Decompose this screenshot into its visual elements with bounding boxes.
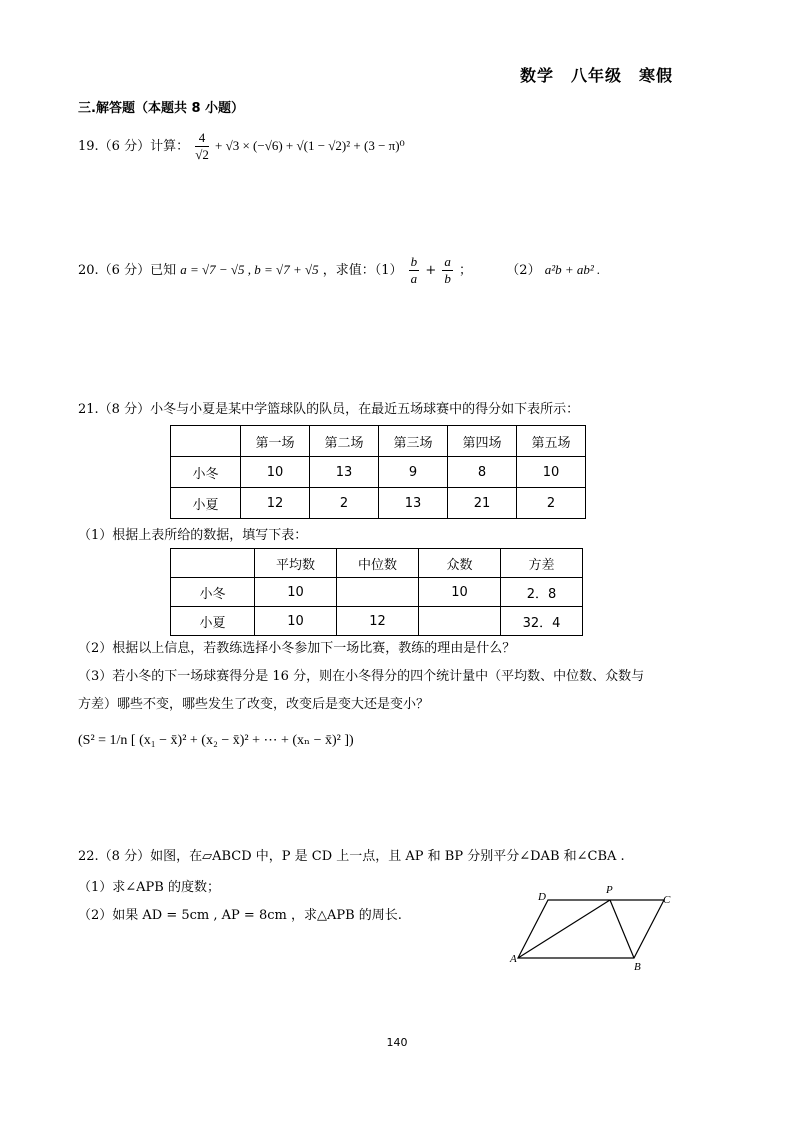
table-header-cell: 众数 — [419, 549, 501, 578]
q20-given: a = √7 − √5 , b = √7 + √5 — [180, 262, 319, 277]
table-header-cell: 第三场 — [379, 426, 448, 457]
table-cell: 10 — [255, 578, 337, 607]
q22-intro: 22.（8 分）如图，在▱ABCD 中，P 是 CD 上一点，且 AP 和 BP 分别平分∠DAB 和∠CBA . — [78, 849, 625, 864]
table-row — [171, 488, 586, 519]
q20-frac2-denominator: b — [444, 271, 451, 286]
q20-prefix: 20.（6 分）已知 — [78, 263, 177, 278]
vertex-label-d: D — [538, 891, 546, 903]
table-row-label: 小夏 — [171, 488, 241, 519]
q20-part2-expression: a²b + ab² . — [544, 262, 601, 277]
table-cell: 10 — [241, 457, 310, 488]
table-cell: 13 — [379, 488, 448, 519]
q20-fraction-1 — [409, 254, 420, 287]
q20-fraction-2 — [442, 254, 453, 287]
table-row-label: 小夏 — [171, 607, 255, 636]
statistics-table-header-row — [171, 549, 583, 578]
q20-plus: + — [425, 263, 437, 278]
page-header-title: 数学 八年级 寒假 — [520, 66, 674, 85]
q20-frac1-denominator: a — [410, 271, 418, 286]
table-cell: 2．8 — [501, 578, 583, 607]
parallelogram-abcd — [518, 900, 664, 958]
table-header-cell: 第一场 — [241, 426, 310, 457]
q21-part2: （2）根据以上信息，若教练选择小冬参加下一场比赛，教练的理由是什么？ — [78, 641, 516, 656]
q19-expression: + √3 × (−√6) + √(1 − √2)² + (3 − π)⁰ — [215, 138, 405, 153]
q21-intro: 21.（8 分）小冬与小夏是某中学篮球队的队员，在最近五场球赛中的得分如下表所示： — [78, 402, 580, 417]
table-header-cell: 第五场 — [517, 426, 586, 457]
question-19 — [78, 130, 405, 163]
table-header-cell: 平均数 — [255, 549, 337, 578]
table-cell — [171, 426, 241, 457]
table-row — [171, 457, 586, 488]
segment-bp — [610, 900, 634, 958]
q21-part3-line2: 方差）哪些不变，哪些发生了改变，改变后是变大还是变小？ — [78, 697, 430, 712]
q20-part2-label: （2） — [506, 263, 541, 278]
table-cell — [419, 607, 501, 636]
table-row — [171, 607, 583, 636]
q20-separator: ； — [459, 263, 473, 278]
q19-frac-numerator: 4 — [195, 130, 209, 147]
table-cell: 10 — [419, 578, 501, 607]
q21-part1: （1）根据上表所给的数据，填写下表： — [78, 528, 308, 543]
table-cell: 12 — [337, 607, 419, 636]
score-table — [170, 425, 586, 519]
page-number: 140 — [386, 1036, 408, 1049]
vertex-label-a: A — [510, 953, 517, 965]
table-cell: 12 — [241, 488, 310, 519]
table-cell: 2 — [517, 488, 586, 519]
table-cell: 13 — [310, 457, 379, 488]
table-cell — [337, 578, 419, 607]
section-heading: 三.解答题（本题共 8 小题） — [78, 101, 245, 116]
table-cell: 8 — [448, 457, 517, 488]
segment-ap — [518, 900, 610, 958]
q20-frac2-numerator: a — [444, 254, 451, 269]
table-cell: 32．4 — [501, 607, 583, 636]
table-cell: 10 — [517, 457, 586, 488]
q20-frac1-numerator: b — [410, 254, 418, 269]
q22-part1: （1）求∠APB 的度数； — [78, 880, 220, 895]
table-header-cell: 第二场 — [310, 426, 379, 457]
table-header-cell: 方差 — [501, 549, 583, 578]
table-cell: 21 — [448, 488, 517, 519]
vertex-label-p: P — [606, 884, 613, 896]
question-20 — [78, 254, 600, 287]
table-row — [171, 578, 583, 607]
vertex-label-c: C — [663, 894, 671, 906]
parallelogram-figure — [508, 880, 678, 972]
statistics-table — [170, 548, 583, 636]
table-cell: 9 — [379, 457, 448, 488]
q19-fraction — [195, 130, 209, 163]
q22-part2: （2）如果 AD = 5cm , AP = 8cm ，求△APB 的周长. — [78, 908, 402, 923]
table-cell: 10 — [255, 607, 337, 636]
table-header-cell: 第四场 — [448, 426, 517, 457]
vertex-label-b: B — [634, 961, 641, 972]
score-table-header-row — [171, 426, 586, 457]
table-cell — [171, 549, 255, 578]
table-row-label: 小冬 — [171, 457, 241, 488]
q21-part3-line1: （3）若小冬的下一场球赛得分是 16 分，则在小冬得分的四个统计量中（平均数、中位数、众数与 — [78, 669, 645, 684]
table-header-cell: 中位数 — [337, 549, 419, 578]
q20-ask: ，求值：（1） — [322, 263, 403, 278]
table-cell: 2 — [310, 488, 379, 519]
q19-frac-denominator: √2 — [195, 147, 209, 162]
q19-prefix: 19.（6 分）计算： — [78, 139, 190, 154]
table-row-label: 小冬 — [171, 578, 255, 607]
variance-formula: (S² = 1/n [ (x₁ − x̄)² + (x₂ − x̄)² + ⋯ + (xₙ − x̄)² ]) — [78, 733, 354, 748]
